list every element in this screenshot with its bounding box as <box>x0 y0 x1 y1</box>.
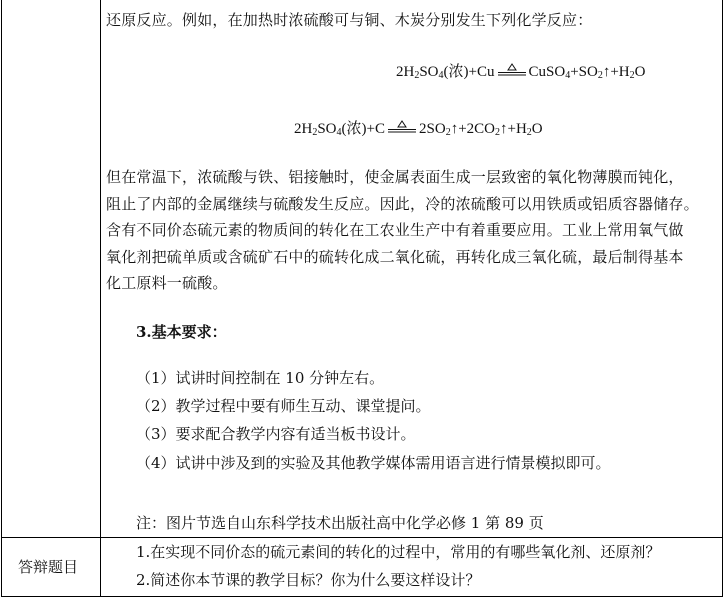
eq2-part: SO <box>317 121 337 137</box>
paragraph-line: 含有不同价态硫元素的物质间的转化在工农业生产中有着重要应用。工业上常用氧气做 <box>106 221 684 239</box>
requirement-item: （4）试讲中涉及到的实验及其他教学媒体需用语言进行情景模拟即可。 <box>136 454 611 472</box>
eq2-part: 2SO <box>419 121 446 137</box>
source-note: 注：图片节选自山东科学技术出版社高中化学必修 1 第 89 页 <box>136 514 544 532</box>
eq1-part: CuSO <box>528 64 566 80</box>
paragraph-line: 氧化剂把硫单质或含硫矿石中的硫转化成二氧化硫，再转化成三氧化硫，最后制得基本 <box>106 247 684 266</box>
table-column-divider <box>100 0 101 597</box>
defense-label: 答辩题目 <box>18 558 79 576</box>
table-row-divider <box>1 537 723 538</box>
requirement-item: （1）试讲时间控制在 10 分钟左右。 <box>136 369 385 387</box>
intro-line: 还原反应。例如，在加热时浓硫酸可与铜、木炭分别发生下列化学反应： <box>106 11 593 29</box>
paragraph-line: 阻止了内部的金属继续与硫酸发生反应。因此，冷的浓硫酸可以用铁质或铝质容器储存。 <box>106 194 699 213</box>
eq2-sub: 2 <box>494 127 500 138</box>
eq1-sub: 4 <box>565 70 571 81</box>
table-border-right <box>722 0 723 597</box>
eq1-part: O <box>634 64 646 80</box>
requirement-item: （3）要求配合教学内容有适当板书设计。 <box>136 425 416 443</box>
heat-condition-icon <box>387 119 417 135</box>
eq1-sub: 2 <box>414 70 420 81</box>
eq1-sub: 2 <box>629 70 635 81</box>
eq1-part: SO <box>419 64 439 80</box>
eq1-part: +SO <box>570 64 598 80</box>
eq1-sub: 2 <box>597 70 603 81</box>
eq2-part: (浓)+C <box>341 121 385 137</box>
requirements-heading: 3.基本要求： <box>136 323 227 341</box>
requirement-item: （2）教学过程中要有师生互动、课堂提问。 <box>136 397 431 415</box>
eq2-part: O <box>531 121 543 137</box>
eq2-sub: 2 <box>312 127 318 138</box>
eq2-part: ↑+2CO <box>450 121 495 137</box>
defense-question: 2.简述你本节课的教学目标？你为什么要这样设计？ <box>136 571 481 589</box>
eq1-part: ↑+H <box>602 64 630 80</box>
paragraph-line: 但在常温下，浓硫酸与铁、铝接触时，使金属表面生成一层致密的氧化物薄膜而钝化， <box>106 168 684 186</box>
eq2-sub: 2 <box>445 127 451 138</box>
table-border-left <box>1 0 2 597</box>
eq1-part: (浓)+Cu <box>443 64 495 80</box>
eq2-part: 2H <box>294 121 313 137</box>
table-border-bottom <box>1 596 723 597</box>
eq2-part: ↑+H <box>499 121 527 137</box>
defense-question: 1.在实现不同价态的硫元素间的转化的过程中，常用的有哪些氧化剂、还原剂？ <box>136 543 661 561</box>
equation-1 <box>396 60 645 81</box>
equation-2 <box>294 117 543 138</box>
eq2-sub: 4 <box>336 127 342 138</box>
paragraph-line: 化工原料一硫酸。 <box>106 274 228 292</box>
body-paragraph <box>106 164 716 297</box>
eq1-part: 2H <box>396 64 415 80</box>
eq2-sub: 2 <box>526 127 532 138</box>
eq1-sub: 4 <box>438 70 444 81</box>
heat-condition-icon <box>497 62 527 78</box>
